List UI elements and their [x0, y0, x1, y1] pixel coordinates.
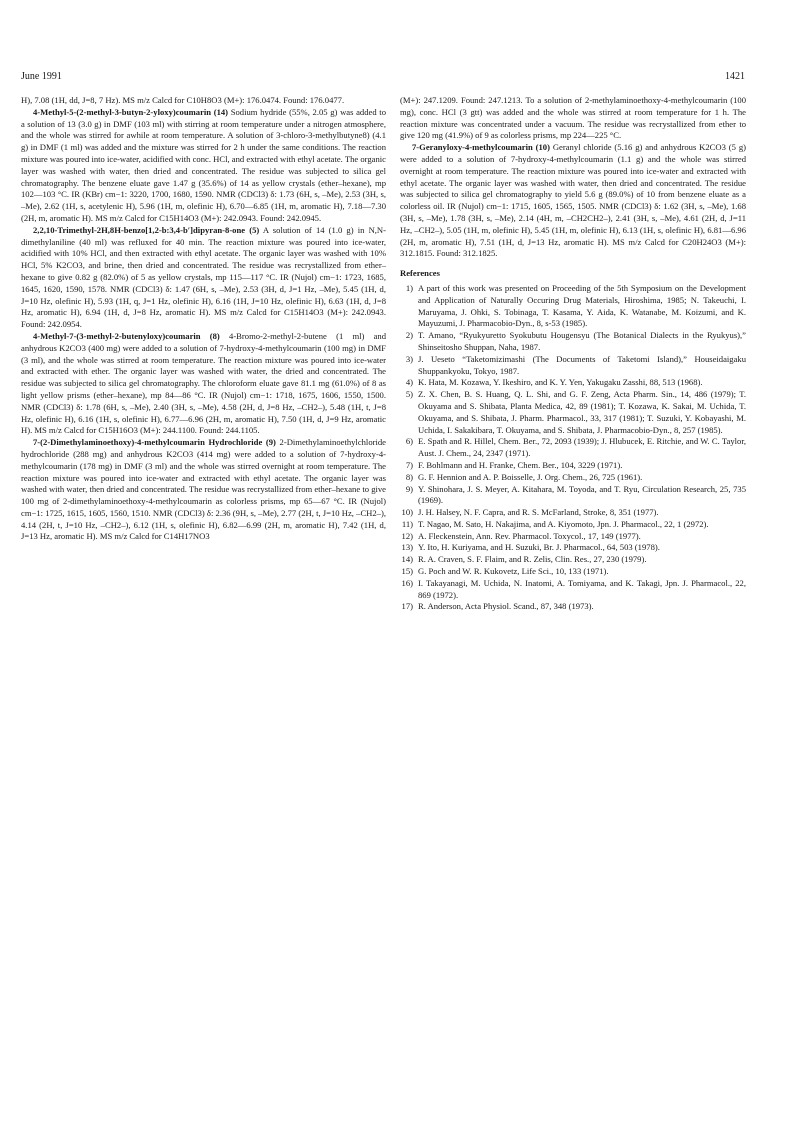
reference-item: [400, 519, 746, 531]
left-column: [21, 95, 386, 543]
reference-item: [400, 283, 746, 330]
compound-heading: 2,2,10-Trimethyl-2H,8H-benzo[1,2-b:3,4-b′]dipyran-8-one (5): [33, 224, 260, 235]
paragraph: 7-Geranyloxy-4-methylcoumarin (10) Geranyl chloride (5.16 g) and anhydrous K2CO3 (5 g) were added to a solution of 7-hydroxy-4-methylcoumarin (1.1 g) and the whole was stirred overnight at room temperature. The reaction mixture was poured into ice-water and extracted with ethyl acetate. The organic layer was washed with water, then dried and concentrated. The residue was subjected to silica gel chromatography to yield 5.6 g (89.0%) of 10 from benzene eluate as a colorless oil. IR (Nujol) cm−1: 1715, 1605, 1565, 1505. NMR (CDCl3) δ: 1.62 (3H, s, –Me), 1.68 (3H, s, –Me), 1.78 (3H, s, –Me), 2.14 (4H, m, –CH2CH2–), 2.41 (3H, s, –Me), 4.61 (2H, d, J=11 Hz, –CH2–), 5.05 (1H, m, olefinic H), 5.45 (1H, m, olefinic H), 6.13 (1H, s, olefinic H), 6.81—6.96 (2H, m, aromatic H), 7.51 (1H, d, J=13 Hz, aromatic H). MS m/z Calcd for C20H24O3 (M+): 312.1815. Found: 312.1825.: [400, 142, 746, 259]
reference-number: 2): [405, 330, 413, 341]
reference-text: G. F. Hennion and A. P. Boisselle, J. Org. Chem., 26, 725 (1961).: [418, 471, 643, 482]
reference-text: G. Poch and W. R. Kukovetz, Life Sci., 10, 133 (1971).: [418, 566, 609, 577]
reference-item: [400, 507, 746, 519]
reference-number: 6): [405, 436, 413, 447]
reference-number: 8): [405, 471, 413, 482]
reference-number: 9): [405, 483, 413, 494]
reference-item: [400, 460, 746, 472]
references-heading: References: [400, 268, 440, 279]
paragraph: 2,2,10-Trimethyl-2H,8H-benzo[1,2-b:3,4-b′]dipyran-8-one (5) A solution of 14 (1.0 g) in N,N-dimethylaniline (40 ml) was refluxed for 40 min. The reaction mixture was poured into ice-water, acidified with 10% HCl, and then extracted with ethyl acetate. The organic layer was washed with 10% HCl, 5% K2CO3, and brine, then dried and concentrated. The residue was recrystallized from ether–hexane to give 0.82 g (82.0%) of 5 as yellow crystals, mp 115—117 °C. IR (Nujol) cm−1: 1723, 1685, 1645, 1620, 1590, 1578. NMR (CDCl3) δ: 1.47 (6H, s, –Me), 2.53 (3H, d, J=1 Hz, –Me), 5.45 (1H, d, J=10 Hz, olefinic H), 5.93 (1H, q, J=1 Hz, olefinic H), 6.16 (1H, J=10 Hz, olefinic H), 6.63 (1H, d, J=8 Hz, aromatic H), 6.94 (1H, d, J=8 Hz, aromatic H). MS m/z Calcd for C15H14O3 (M+): 242.0943. Found: 242.0954.: [21, 224, 386, 330]
reference-text: T. Nagao, M. Sato, H. Nakajima, and A. Kiyomoto, Jpn. J. Pharmacol., 22, 1 (2972).: [418, 518, 709, 529]
reference-number: 12): [401, 530, 413, 541]
reference-number: 10): [401, 507, 413, 518]
reference-item: [400, 472, 746, 484]
reference-number: 16): [401, 577, 413, 588]
reference-text: Y. Ito, H. Kuriyama, and H. Suzuki, Br. J. Pharmacol., 64, 503 (1978).: [418, 542, 660, 553]
page-number: 1421: [725, 71, 745, 82]
paragraph: 4-Methyl-7-(3-methyl-2-butenyloxy)coumarin (8) 4-Bromo-2-methyl-2-butene (1 ml) and anhydrous K2CO3 (400 mg) were added to a solution of 7-hydroxy-4-methylcoumarin (100 mg) in DMF (3 ml), and the whole was stirred at room temperature. The reaction mixture was poured into ice-water and extracted with ether. The organic layer was washed with water, the dried and concentrated. The residue was subjected to silica gel chromatography. The chloroform eluate gave 81.1 mg (61.0%) of 8 as light yellow prisms (ether–hexane), mp 84—86 °C. IR (Nujol) cm−1: 1718, 1675, 1606, 1550, 1500. NMR (CDCl3) δ: 1.78 (6H, s, –Me), 2.40 (3H, s, –Me), 4.58 (2H, d, J=8 Hz, –CH2–), 5.48 (1H, t, J=8 Hz, olefinic H), 6.16 (1H, s, olefinic H), 6.77—6.96 (2H, m, aromatic H), 7.50 (1H, d, J=9 Hz, aromatic H). MS m/z Calcd for C15H16O3 (M+): 244.1100. Found: 244.1105.: [21, 330, 387, 436]
reference-text: I. Takayanagi, M. Uchida, N. Inatomi, A. Tomiyama, and K. Takagi, Jpn. J. Pharmacol., 22, 869 (1972).: [418, 577, 746, 600]
reference-number: 5): [405, 389, 413, 400]
reference-item: [400, 484, 746, 508]
reference-text: J. Ueseto “Taketomizimashi (The Documents of Taketomi Island),” Houseidaigaku Shuppankyoku, Tokyo, 1987.: [418, 353, 746, 376]
reference-number: 17): [401, 601, 413, 612]
reference-item: [400, 531, 746, 543]
reference-number: 4): [405, 377, 413, 388]
compound-heading: 4-Methyl-5-(2-methyl-3-butyn-2-yloxy)coumarin (14): [33, 106, 229, 117]
compound-heading: 7-(2-Dimethylaminoethoxy)-4-methylcoumarin Hydrochloride (9): [33, 437, 276, 448]
reference-item: [400, 601, 746, 613]
reference-text: K. Hata, M. Kozawa, Y. Ikeshiro, and K. Y. Yen, Yakugaku Zasshi, 88, 513 (1968).: [418, 377, 703, 388]
reference-item: [400, 566, 746, 578]
reference-text: T. Amano, “Ryukyuretto Syokubutu Hougensyu (The Botanical Dialects in the Ryukyus),” Shinseitosho Shuppan, Naha, 1987.: [418, 330, 746, 352]
reference-text: Y. Shinohara, J. S. Meyer, A. Kitahara, M. Toyoda, and T. Ryu, Circulation Research, 25, 735 (1969).: [418, 483, 746, 506]
reference-text: Z. X. Chen, B. S. Huang, Q. L. Shi, and G. F. Zeng, Acta Pharm. Sin., 14, 486 (1979); T. Okuyama and S. Shibata, Planta Medica, 42, 89 (1981); T. Kozawa, K. Sakai, M. Uchida, T. Okuyama, and S. Shibata, J. Pharm. Pharmacol., 33, 317 (1981); T. Suzuki, Y. Kobayashi, M. Uchida, I. Sakakibara, T. Okuyama, and S. Shibata, J. Pharmacobio-Dyn., 8, 257 (1985).: [418, 389, 746, 435]
reference-item: [400, 389, 746, 436]
reference-item: [400, 542, 746, 554]
reference-number: 14): [401, 554, 413, 565]
reference-item: [400, 578, 746, 602]
reference-item: [400, 554, 746, 566]
compound-heading: 4-Methyl-7-(3-methyl-2-butenyloxy)coumarin (8): [33, 330, 220, 341]
reference-number: 11): [401, 518, 413, 529]
reference-item: [400, 354, 746, 378]
reference-number: 13): [401, 542, 413, 553]
reference-text: A. Fleckenstein, Ann. Rev. Pharmacol. Toxycol., 17, 149 (1977).: [418, 530, 641, 541]
reference-item: [400, 436, 746, 460]
reference-item: [400, 377, 746, 389]
reference-text: F. Bohlmann and H. Franke, Chem. Ber., 104, 3229 (1971).: [418, 459, 623, 470]
reference-number: 7): [405, 459, 413, 470]
reference-item: [400, 330, 746, 354]
reference-number: 15): [401, 566, 413, 577]
references-list: [400, 283, 746, 613]
reference-number: 3): [405, 353, 413, 364]
reference-number: 1): [405, 282, 413, 293]
paragraph: 7-(2-Dimethylaminoethoxy)-4-methylcoumarin Hydrochloride (9) 2-Dimethylaminoethylchloride hydrochloride (288 mg) and anhydrous K2CO3 (414 mg) were added to a solution of 7-hydroxy-4-methylcoumarin (178 mg) in DMF (3 ml) and the whole was stirred overnight at room temperature. The reaction mixture was poured into ice-water and extracted with ethyl acetate. The organic layer was washed with water, then dried and concentrated. The residue was recrystallized from ether–hexane to give 100 mg of 2-dimethylaminoethoxy-4-methylcoumarin as colorless prisms, mp 65—67 °C. IR (Nujol) cm−1: 1725, 1615, 1605, 1560, 1510. NMR (CDCl3) δ: 2.36 (9H, s, –Me), 2.77 (2H, t, J=10 Hz, –CH2–), 4.14 (2H, t, J=10 Hz, –CH2–), 6.12 (1H, s, olefinic H), 6.82—6.99 (2H, m, aromatic H), 7.42 (1H, d, J=13 Hz, aromatic H). MS m/z Calcd for C14H17NO3: [21, 437, 386, 542]
reference-text: J. H. Halsey, N. F. Capra, and R. S. McFarland, Stroke, 8, 351 (1977).: [418, 507, 659, 518]
reference-text: E. Spath and R. Hillel, Chem. Ber., 72, 2093 (1939); J. Hlubucek, E. Ritchie, and W. C. Taylor, Aust. J. Chem., 24, 2347 (1971).: [418, 436, 746, 459]
reference-text: R. A. Craven, S. F. Flaim, and R. Zelis, Clin. Res., 27, 230 (1979).: [418, 554, 647, 565]
reference-text: A part of this work was presented on Proceeding of the 5th Symposium on the Development and Application of Naturally Occuring Drug Materials, Hiroshima, 1985; N. Takeuchi, I. Maruyama, J. Ohki, S. Tobinaga, T. Kasama, Y. Aida, K. Watanabe, M. Koizumi, and K. Mayuzumi, J. Pharmacobio-Dyn., 8, s-53 (1985).: [418, 282, 746, 329]
running-header-date: June 1991: [21, 71, 62, 82]
paragraph: (M+): 247.1209. Found: 247.1213. To a solution of 2-methylaminoethoxy-4-methylcoumarin (100 mg), conc. HCl (3 gtt) was added and the whole was stirred at room temperature for 1 h. The reaction mixture was concentrated under a vacuum. The residue was recrystallized from ether to give 120 mg (41.9%) of 9 as colorless prisms, mp 224—225 °C.: [400, 95, 746, 141]
right-column: [400, 95, 746, 613]
reference-text: R. Anderson, Acta Physiol. Scand., 87, 348 (1973).: [418, 601, 594, 612]
paragraph: 4-Methyl-5-(2-methyl-3-butyn-2-yloxy)coumarin (14) Sodium hydride (55%, 2.05 g) was added to a solution of 13 (3.0 g) in DMF (103 ml) with stirring at room temperature under a nitrogen atmosphere, and the whole was stirred for awhile at room temperature. A solution of 3-chloro-3-methylbutyne8) (4.1 g) in DMF (1 ml) was added and the mixture was stirred for 2 h under the same conditions. The reaction mixture was poured into ice-water, acidified with conc. HCl, and extracted with ethyl acetate. The organic layer was washed with water, then dried and concentrated. The residue was subjected to silica gel chromatography. The benzene eluate gave 1.47 g (35.6%) of 14 as yellow crystals (ether–hexane), mp 102—103 °C. IR (KBr) cm−1: 3220, 1700, 1680, 1590. NMR (CDCl3) δ: 1.73 (6H, s, –Me), 2.53 (3H, s, –Me), 2.62 (1H, s, acetylenic H), 5.96 (1H, m, olefinic H), 6.70—6.85 (1H, m, aromatic H), 7.18—7.30 (2H, m, aromatic H). MS m/z Calcd for C15H14O3 (M+): 242.0943. Found: 242.0945.: [21, 106, 386, 223]
paragraph: H), 7.08 (1H, dd, J=8, 7 Hz). MS m/z Calcd for C10H8O3 (M+): 176.0474. Found: 176.0477.: [21, 95, 345, 105]
compound-heading: 7-Geranyloxy-4-methylcoumarin (10): [412, 142, 550, 153]
